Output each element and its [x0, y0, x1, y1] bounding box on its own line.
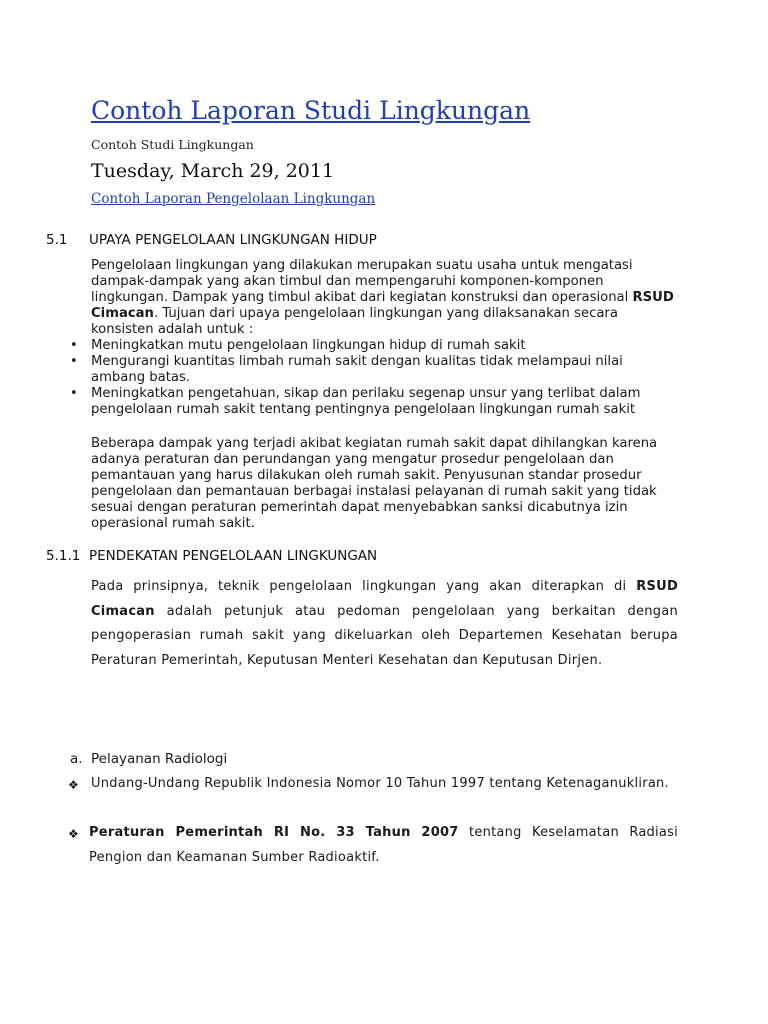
post-date: Tuesday, March 29, 2011 — [91, 160, 335, 182]
intro-text-end: . Tujuan dari upaya pengelolaan lingkungan yang dilaksanakan secara konsisten adalah untuk : — [91, 306, 618, 337]
bullet-icon: • — [70, 354, 78, 369]
list-item: • Meningkatkan pengetahuan, sikap dan perilaku segenap unsur yang terlibat dalam pengelolaan rumah sakit tentang pentingnya pengelolaan lingkungan rumah sakit — [70, 386, 641, 417]
intro-text: Pengelolaan lingkungan yang dilakukan merupakan suatu usaha untuk mengatasi dampak-dampak yang akan timbul dan mempengaruhi komponen-komponen lingkungan. Dampak yang timbul akibat dari kegiatan konstruksi dan operasional — [91, 258, 633, 305]
section-5-1-paragraph-2: Beberapa dampak yang terjadi akibat kegiatan rumah sakit dapat dihilangkan karena adanya peraturan dan perundangan yang mengatur prosedur pengelolaan dan pemantauan yang harus dilakukan oleh rumah sakit. Penyusunan standar prosedur pengelolaan dan pemantauan berbagai instalasi pelayanan di rumah sakit yang tidak sesuai dengan peraturan pemerintah dapat menyebabkan sanksi dicabutnya izin operasional rumah sakit. — [91, 436, 658, 531]
section-5-1-heading — [46, 232, 377, 248]
regulation-text: tentang Keselamatan Radiasi Pengion dan Keamanan Sumber Radioaktif. — [89, 825, 679, 865]
list-item: • Mengurangi kuantitas limbah rumah sakit dengan kualitas tidak melampaui nilai ambang batas. — [70, 354, 623, 385]
paragraph-text-end: adalah petunjuk atau pedoman pengelolaan yang berkaitan dengan pengoperasian rumah sakit yang dikeluarkan oleh Departemen Kesehatan berupa Peraturan Pemerintah, Keputusan Menteri Kesehatan dan Keputusan Dirjen. — [91, 603, 678, 668]
hospital-name: RSUD Cimacan — [91, 579, 678, 619]
list-item: • Meningkatkan mutu pengelolaan lingkungan hidup di rumah sakit — [70, 338, 526, 353]
goals-list — [70, 338, 681, 418]
section-title: PENDEKATAN PENGELOLAAN LINGKUNGAN — [89, 548, 378, 564]
regulation-name: Peraturan Pemerintah RI No. 33 Tahun 2007 — [89, 825, 459, 840]
section-title: UPAYA PENGELOLAAN LINGKUNGAN HIDUP — [89, 232, 377, 248]
regulation-item — [89, 821, 678, 870]
bullet-icon: • — [70, 386, 78, 401]
section-number: 5.1 — [46, 232, 68, 248]
diamond-bullet-icon: ❖ — [68, 827, 79, 841]
post-title-link[interactable]: Contoh Laporan Pengelolaan Lingkungan — [91, 191, 376, 207]
regulation-item — [91, 772, 678, 797]
blog-title-link[interactable]: Contoh Laporan Studi Lingkungan — [91, 96, 531, 125]
regulation-text: Undang-Undang Republik Indonesia Nomor 10 Tahun 1997 tentang Ketenaganukliran. — [91, 776, 669, 791]
bullet-icon: • — [70, 338, 78, 353]
subsection-a-heading — [70, 751, 227, 767]
section-5-1-1-paragraph — [91, 575, 678, 673]
paragraph-text: Pada prinsipnya, teknik pengelolaan lingkungan yang akan diterapkan di — [91, 579, 637, 594]
blog-description: Contoh Studi Lingkungan — [91, 137, 254, 152]
section-5-1-intro — [91, 258, 681, 338]
subsection-marker: a. — [70, 751, 83, 767]
section-number: 5.1.1 — [46, 548, 81, 564]
diamond-bullet-icon: ❖ — [68, 778, 79, 792]
subsection-title: Pelayanan Radiologi — [91, 751, 228, 767]
section-5-1-1-heading — [46, 548, 377, 564]
hospital-name: RSUD Cimacan — [91, 290, 674, 321]
